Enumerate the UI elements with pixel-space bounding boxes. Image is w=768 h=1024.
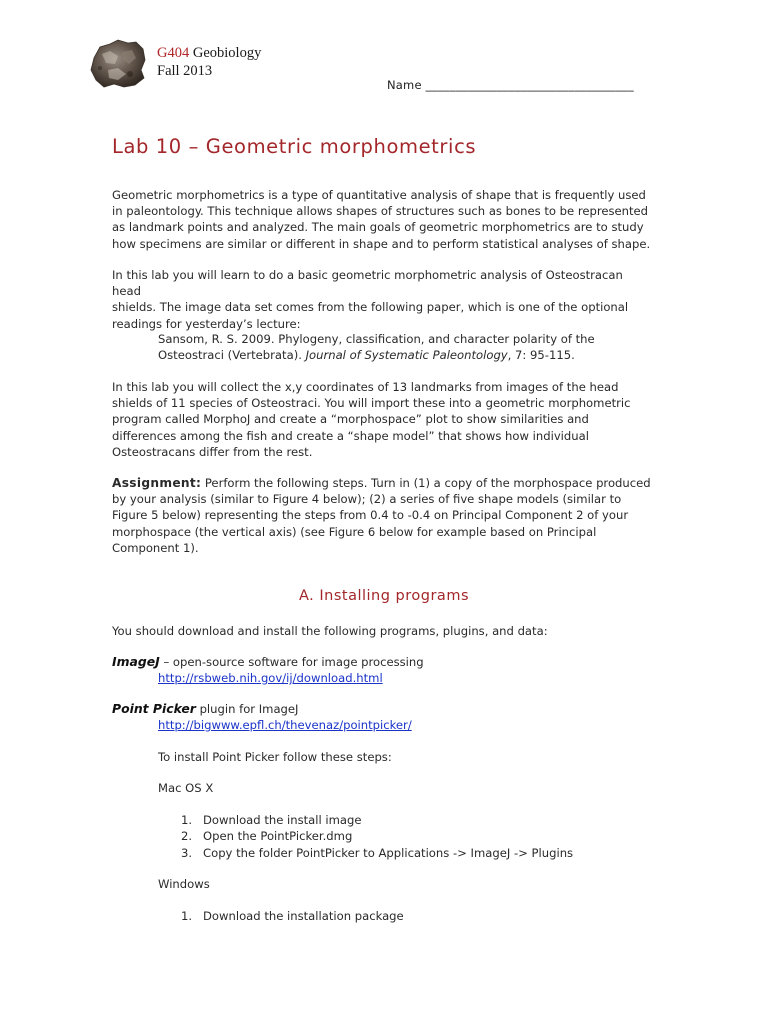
citation-line-1: Sansom, R. S. 2009. Phylogeny, classification, and character polarity of the (158, 332, 595, 346)
course-name: Geobiology (192, 45, 262, 61)
citation-volume: , 7: 95-115. (507, 348, 575, 363)
page-title: Lab 10 – Geometric morphometrics (112, 135, 477, 158)
name-field-line: Name ___________________________________ (387, 78, 634, 92)
intro-paragraph-1 (112, 187, 652, 252)
section-intro: You should download and install the following programs, plugins, and data: (112, 624, 548, 638)
step-number: 3. (181, 846, 193, 860)
text-line (112, 475, 652, 491)
text-line: program called MorphoJ and create a “morphospace” plot to show similarities and (112, 412, 589, 427)
assignment-label: Assignment: (112, 476, 202, 490)
step-number: 2. (181, 829, 193, 843)
imagej-download-link[interactable]: http://rsbweb.nih.gov/ij/download.html (158, 671, 383, 685)
fossil-rock-logo-icon (88, 38, 148, 90)
step-text: Download the install image (203, 813, 362, 827)
program-description: plugin for ImageJ (195, 702, 299, 716)
text-line: differences among the fish and create a “shape model” that shows how individual (112, 428, 589, 443)
course-term: Fall 2013 (157, 63, 213, 79)
course-title (157, 45, 261, 61)
text-line: shields of 11 species of Osteostraci. You will import these into a geometric morphometric (112, 396, 631, 411)
list-item (181, 845, 573, 861)
pointpicker-download-link[interactable]: http://bigwww.epfl.ch/thevenaz/pointpicker/ (158, 718, 412, 732)
step-text: Open the PointPicker.dmg (203, 829, 353, 843)
text-line: Geometric morphometrics is a type of quantitative analysis of shape that is frequently used (112, 188, 646, 202)
text-line: readings for yesterday’s lecture: (112, 316, 301, 331)
install-intro: To install Point Picker follow these steps: (158, 750, 392, 764)
windows-label: Windows (158, 877, 210, 891)
assignment-paragraph (112, 475, 652, 556)
intro-paragraph-3 (112, 379, 652, 460)
text-line: In this lab you will collect the x,y coordinates of 13 landmarks from images of the head (112, 380, 619, 394)
text-line: Component 1). (112, 540, 199, 555)
step-text: Copy the folder PointPicker to Applications -> ImageJ -> Plugins (203, 846, 574, 860)
step-number: 1. (181, 813, 193, 827)
text-line: by your analysis (similar to Figure 4 below); (2) a series of five shape models (similar to (112, 492, 622, 507)
assignment-text: Perform the following steps. Turn in (1) a copy of the morphospace produced (201, 476, 651, 490)
citation-line-2 (158, 347, 628, 363)
program-pointpicker (112, 701, 298, 717)
program-description: – open-source software for image processing (159, 655, 424, 669)
mac-os-label: Mac OS X (158, 781, 214, 795)
program-name: Point Picker (112, 701, 196, 716)
list-item (181, 828, 352, 844)
citation-authors-part: Osteostraci (Vertebrata). (158, 348, 306, 363)
journal-name: Journal of Systematic Paleontology (305, 348, 508, 363)
course-code: G404 (157, 45, 190, 61)
text-line: Figure 5 below) representing the steps from 0.4 to -0.4 on Principal Component 2 of your (112, 508, 629, 523)
text-line: Osteostracans differ from the rest. (112, 444, 313, 459)
section-heading: A. Installing programs (298, 588, 469, 604)
text-line: morphospace (the vertical axis) (see Figure 6 below for example based on Principal (112, 524, 597, 539)
text-line: in paleontology. This technique allows shapes of structures such as bones to be represented (112, 204, 649, 219)
citation (158, 331, 628, 363)
intro-paragraph-2 (112, 267, 652, 332)
program-imagej (112, 654, 424, 670)
step-number: 1. (181, 909, 193, 923)
step-text: Download the installation package (203, 909, 404, 923)
text-line: In this lab you will learn to do a basic geometric morphometric analysis of Osteostracan head (112, 268, 623, 299)
list-item (181, 908, 404, 924)
text-line: how specimens are similar or different in shape and to perform statistical analyses of shape. (112, 236, 651, 251)
text-line: as landmark points and analyzed. The main goals of geometric morphometrics are to study (112, 220, 644, 235)
list-item (181, 812, 362, 828)
program-name: ImageJ (112, 654, 160, 669)
text-line: shields. The image data set comes from the following paper, which is one of the optional (112, 300, 629, 315)
